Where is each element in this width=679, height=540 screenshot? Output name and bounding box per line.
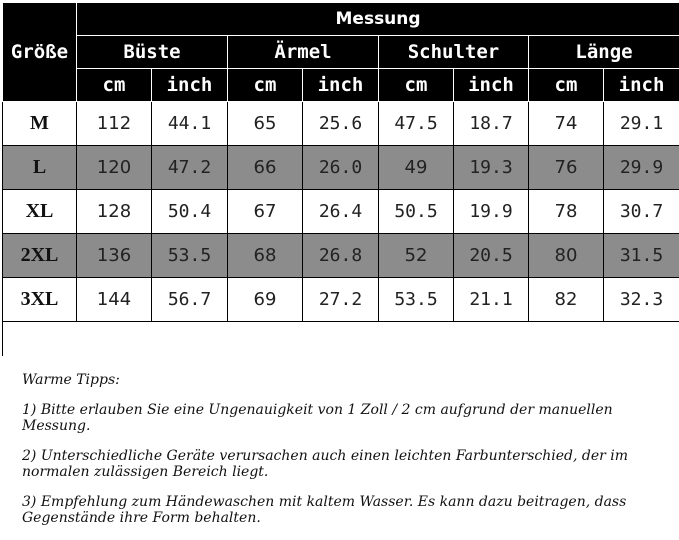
value-cell: 144 <box>77 278 152 322</box>
table-row <box>3 234 679 278</box>
notes-title: Warme Tipps: <box>22 372 672 388</box>
value-cell: 26.8 <box>303 234 379 278</box>
value-cell: 56.7 <box>152 278 228 322</box>
size-cell: M <box>3 102 77 146</box>
size-header: Größe <box>3 3 77 102</box>
unit-header: inch <box>303 69 379 102</box>
value-cell: 53.5 <box>152 234 228 278</box>
unit-header: inch <box>604 69 679 102</box>
value-cell: 52 <box>379 234 454 278</box>
value-cell: 47.2 <box>152 146 228 190</box>
value-cell: 19.3 <box>454 146 529 190</box>
value-cell: 112 <box>77 102 152 146</box>
value-cell: 128 <box>77 190 152 234</box>
value-cell: 69 <box>228 278 303 322</box>
table-row <box>3 278 679 322</box>
value-cell: 21.1 <box>454 278 529 322</box>
value-cell: 31.5 <box>604 234 679 278</box>
value-cell: 29.1 <box>604 102 679 146</box>
value-cell: 65 <box>228 102 303 146</box>
value-cell: 76 <box>529 146 604 190</box>
table-body <box>3 102 679 322</box>
value-cell: 49 <box>379 146 454 190</box>
divider <box>2 320 3 356</box>
value-cell: 32.3 <box>604 278 679 322</box>
value-cell: 136 <box>77 234 152 278</box>
value-cell: 50.4 <box>152 190 228 234</box>
unit-header: inch <box>152 69 228 102</box>
unit-header: cm <box>379 69 454 102</box>
size-cell: L <box>3 146 77 190</box>
value-cell: 44.1 <box>152 102 228 146</box>
value-cell: 80 <box>529 234 604 278</box>
value-cell: 68 <box>228 234 303 278</box>
table-row <box>3 102 679 146</box>
note-item: 2) Unterschiedliche Geräte verursachen auch einen leichten Farbunterschied, der im normalen zulässigen Bereich liegt. <box>22 448 672 480</box>
size-cell: 3XL <box>3 278 77 322</box>
value-cell: 66 <box>228 146 303 190</box>
value-cell: 74 <box>529 102 604 146</box>
unit-header: cm <box>77 69 152 102</box>
value-cell: 120 <box>77 146 152 190</box>
size-cell: 2XL <box>3 234 77 278</box>
table-row <box>3 146 679 190</box>
value-cell: 29.9 <box>604 146 679 190</box>
care-notes <box>22 372 672 540</box>
value-cell: 20.5 <box>454 234 529 278</box>
value-cell: 25.6 <box>303 102 379 146</box>
value-cell: 27.2 <box>303 278 379 322</box>
measurement-header: Messung <box>77 3 679 36</box>
unit-header: inch <box>454 69 529 102</box>
value-cell: 82 <box>529 278 604 322</box>
group-header-length: Länge <box>529 36 679 69</box>
value-cell: 18.7 <box>454 102 529 146</box>
value-cell: 19.9 <box>454 190 529 234</box>
value-cell: 26.4 <box>303 190 379 234</box>
note-item: 3) Empfehlung zum Händewaschen mit kaltem Wasser. Es kann dazu beitragen, dass Gegenstände ihre Form behalten. <box>22 494 672 526</box>
unit-header: cm <box>228 69 303 102</box>
group-header-sleeve: Ärmel <box>228 36 379 69</box>
unit-header: cm <box>529 69 604 102</box>
value-cell: 53.5 <box>379 278 454 322</box>
table-row <box>3 190 679 234</box>
value-cell: 78 <box>529 190 604 234</box>
value-cell: 67 <box>228 190 303 234</box>
size-chart-table <box>2 2 679 322</box>
value-cell: 30.7 <box>604 190 679 234</box>
size-cell: XL <box>3 190 77 234</box>
note-item: 1) Bitte erlauben Sie eine Ungenauigkeit von 1 Zoll / 2 cm aufgrund der manuellen Messung. <box>22 402 672 434</box>
value-cell: 26.0 <box>303 146 379 190</box>
group-header-shoulder: Schulter <box>379 36 529 69</box>
value-cell: 47.5 <box>379 102 454 146</box>
value-cell: 50.5 <box>379 190 454 234</box>
group-header-bust: Büste <box>77 36 228 69</box>
